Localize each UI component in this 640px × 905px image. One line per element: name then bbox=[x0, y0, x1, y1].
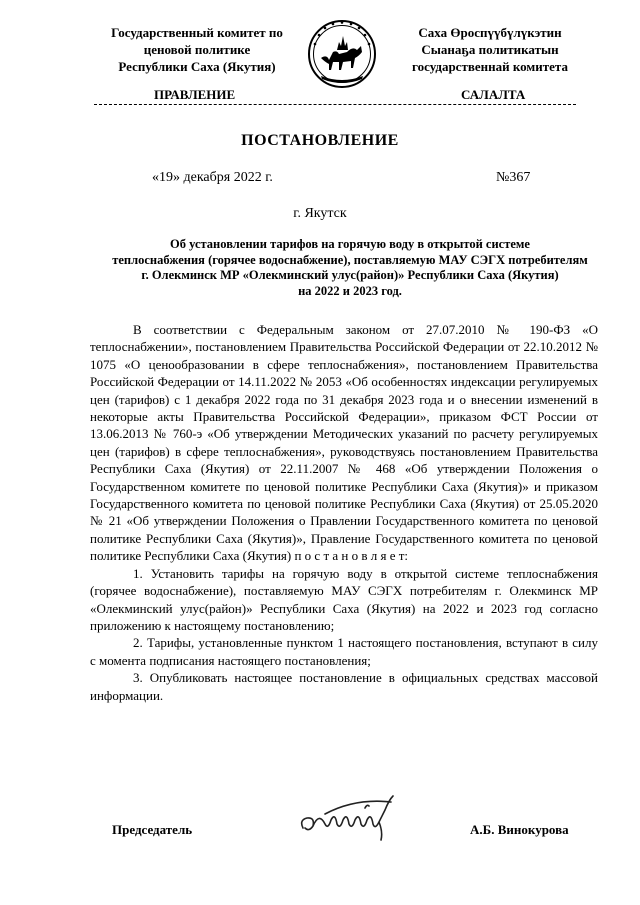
board-label-yakut: САЛАЛТА bbox=[461, 87, 526, 102]
subject-line: на 2022 и 2023 год. bbox=[298, 283, 402, 298]
committee-name-yakut bbox=[396, 24, 584, 75]
header-line: Республики Саха (Якутия) bbox=[118, 59, 276, 74]
document-subject bbox=[100, 237, 600, 299]
subject-line: г. Олекминск МР «Олекминский улус(район)» Республики Саха (Якутия) bbox=[141, 268, 559, 282]
resolution-item-2: 2. Тарифы, установленные пунктом 1 настоящего постановления, вступают в силу с момента подписания настоящего постановления; bbox=[90, 635, 598, 668]
signatory-role: Председатель bbox=[112, 822, 193, 837]
document-number: №367 bbox=[496, 170, 531, 185]
document-city: г. Якутск bbox=[293, 206, 347, 221]
document-date: «19» декабря 2022 г. bbox=[152, 170, 273, 185]
committee-name-russian bbox=[88, 24, 306, 75]
header-divider bbox=[94, 104, 576, 105]
document-body bbox=[90, 321, 598, 704]
header-line: Государственный комитет по bbox=[111, 25, 283, 40]
header-line: государственнай комитета bbox=[412, 59, 568, 74]
subject-line: Об установлении тарифов на горячую воду в открытой системе bbox=[170, 237, 530, 251]
header-line: Сыанаҕа политикатын bbox=[421, 42, 559, 57]
resolution-item-1: 1. Установить тарифы на горячую воду в открытой системе теплоснабжения (горячее водоснабжение), поставляемую МАУ СЭГХ потребителям г. Олекминск МР «Олекминский улус(район)» Республики Саха (Якутия) на 2022 и 2023 год согласно приложению к настоящему постановлению; bbox=[90, 565, 598, 633]
header-line: ценовой политике bbox=[143, 42, 251, 57]
handwritten-signature bbox=[295, 790, 415, 845]
subject-line: теплоснабжения (горячее водоснабжение), поставляемую МАУ СЭГХ потребителям bbox=[112, 252, 588, 267]
header-line: Саха Өроспүүбүлүкэтин bbox=[418, 25, 562, 40]
preamble-paragraph: В соответствии с Федеральным законом от 27.07.2010 № 190-ФЗ «О теплоснабжении», постановлением Правительства Российской Федерации от 22.10.2012 № 1075 «О ценообразовании в сфере теплоснабжения», постановлением Правительства Российской Федерации от 14.11.2022 № 2053 «Об особенностях индексации регулируемых цен (тарифов) с 1 декабря 2022 года по 31 декабря 2023 года и о внесении изменений в некоторые акты Правительства Российской Федерации», приказом ФСТ России от 13.06.2013 № 760-э «Об утверждении Методических указаний по расчету регулируемых цен (тарифов) в сфере теплоснабжения», руководствуясь постановлением Правительства Республики Саха (Якутия) от 22.11.2007 № 468 «Об утверждении Положения о Государственном комитете по ценовой политике Республики Саха (Якутия)» и приказом Государственного комитета по ценовой политике Республики Саха (Якутия) от 25.05.2020 № 21 «Об утверждении Положения о Правлении Государственного комитета по ценовой политике Республики Саха (Якутия)», Правление Государственного комитета по ценовой политике Республики Саха (Якутия) п о с т а н о в л я е т: bbox=[90, 322, 598, 564]
signatory-name: А.Б. Винокурова bbox=[470, 822, 569, 837]
board-label-russian: ПРАВЛЕНИЕ bbox=[154, 87, 236, 102]
resolution-item-3: 3. Опубликовать настоящее постановление в официальных средствах массовой информации. bbox=[90, 670, 598, 703]
coat-of-arms-emblem bbox=[307, 16, 377, 92]
document-title: ПОСТАНОВЛЕНИЕ bbox=[241, 132, 399, 149]
